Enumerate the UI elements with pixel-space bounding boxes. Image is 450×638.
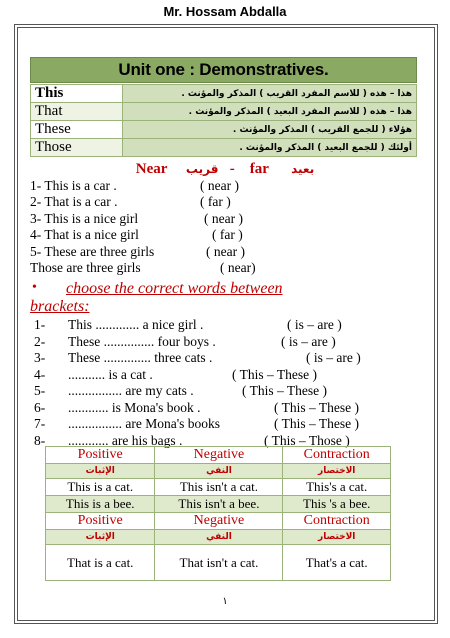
list-item xyxy=(34,400,424,417)
demonstratives-table xyxy=(30,84,417,157)
contraction-cell: This 's a bee. xyxy=(283,496,391,513)
exercise-options: ( is – are ) xyxy=(306,350,361,365)
unit-title: Unit one : Demonstratives. xyxy=(118,60,329,79)
exercise-number: 7- xyxy=(34,416,46,431)
table-row xyxy=(31,139,417,157)
demonstrative-meaning: أولئك ( للجمع البعيد ) المذكر والمؤنث . xyxy=(123,139,417,157)
example-answer: ( far ) xyxy=(200,194,231,210)
exercise-number: 4- xyxy=(34,366,46,382)
page-number: ١ xyxy=(222,596,228,607)
exercise-number: 1- xyxy=(34,317,46,332)
negative-cell: This isn't a cat. xyxy=(155,479,283,496)
example-answer: ( near) xyxy=(220,259,256,275)
positive-cell: This is a cat. xyxy=(46,479,155,496)
table-row xyxy=(31,121,417,139)
far-arabic: بعيد xyxy=(291,162,315,176)
table-row xyxy=(46,545,391,581)
exercise-options: ( is – are ) xyxy=(281,333,336,349)
table-row xyxy=(31,85,417,103)
near-label: Near xyxy=(135,161,168,177)
negative-cell: This isn't a bee. xyxy=(155,496,283,513)
list-item xyxy=(34,317,424,334)
example-answer: ( far ) xyxy=(212,227,243,243)
example-text: Those are three girls xyxy=(30,259,141,275)
contraction-cell: This's a cat. xyxy=(283,479,391,496)
exercise-options: ( This – These ) xyxy=(274,399,359,415)
exercise-sentence: ........... is a cat . xyxy=(68,366,153,382)
exercise-options: ( This – These ) xyxy=(232,366,317,382)
table-header-row xyxy=(46,447,391,464)
list-item xyxy=(34,383,424,400)
exercise-sentence: ............ is Mona's book . xyxy=(68,399,201,415)
header-positive-ar: الإثبات xyxy=(46,464,155,479)
demonstrative-word: That xyxy=(31,103,123,121)
demonstrative-meaning: هذا – هذه ( للاسم المفرد القريب ) المذكر والمؤنث . xyxy=(123,85,417,103)
demonstrative-word: Those xyxy=(31,139,123,157)
example-answer: ( near ) xyxy=(206,243,245,259)
exercise-options: ( This – Those ) xyxy=(264,432,350,448)
example-answer: ( near ) xyxy=(204,210,243,226)
exercise-options: ( This – These ) xyxy=(242,383,327,398)
list-item xyxy=(30,227,420,243)
table-row xyxy=(31,103,417,121)
exercise-number: 2- xyxy=(34,333,46,349)
header-negative-ar: النفي xyxy=(155,464,283,479)
header-negative: Negative xyxy=(155,447,283,464)
unit-title-bar xyxy=(30,57,417,83)
exercise-number: 6- xyxy=(34,399,46,415)
negative-cell: That isn't a cat. xyxy=(155,545,283,581)
header-negative: Negative xyxy=(155,513,283,530)
header-contraction: Contraction xyxy=(283,447,391,464)
list-item xyxy=(30,211,420,227)
positive-cell: That is a cat. xyxy=(46,545,155,581)
example-text: 2- That is a car . xyxy=(30,194,118,210)
exercise-number: 5- xyxy=(34,383,46,398)
list-item xyxy=(30,178,420,194)
contraction-table xyxy=(45,446,391,581)
demonstrative-word: This xyxy=(31,85,123,103)
near-far-heading xyxy=(0,161,450,178)
header-negative-ar: النفي xyxy=(155,530,283,545)
near-arabic: قريب xyxy=(185,162,219,176)
example-text: 3- This is a nice girl xyxy=(30,210,139,226)
exercise-options: ( This – These ) xyxy=(274,416,359,431)
contraction-cell: That's a cat. xyxy=(283,545,391,581)
exercise-sentence: ............ are his bags . xyxy=(68,432,183,448)
list-item xyxy=(34,416,424,433)
example-answer: ( near ) xyxy=(200,178,239,193)
separator-dash: - xyxy=(229,161,235,177)
bullet-icon: • xyxy=(32,280,37,295)
table-header-row-arabic xyxy=(46,464,391,479)
header-contraction: Contraction xyxy=(283,513,391,530)
instruction-line1: choose the correct words between xyxy=(66,280,283,297)
exercise-options: ( is – are ) xyxy=(287,317,342,332)
exercise-sentence: ................ are Mona's books xyxy=(68,416,221,431)
example-text: 5- These are three girls xyxy=(30,243,155,259)
exercise-sentence: These ............... four boys . xyxy=(68,333,216,349)
list-item xyxy=(34,367,424,384)
exercise-sentence: ................ are my cats . xyxy=(68,383,194,398)
demonstrative-word: These xyxy=(31,121,123,139)
table-header-row xyxy=(46,513,391,530)
list-item xyxy=(30,194,420,210)
author-name: Mr. Hossam Abdalla xyxy=(163,4,287,19)
examples-list xyxy=(30,178,420,276)
header-positive-ar: الإثبات xyxy=(46,530,155,545)
demonstrative-meaning: هؤلاء ( للجمع القريب ) المذكر والمؤنث . xyxy=(123,121,417,139)
table-row xyxy=(46,496,391,513)
exercise-sentence: These .............. three cats . xyxy=(68,350,213,365)
header-positive: Positive xyxy=(46,513,155,530)
instruction-line2: brackets: xyxy=(30,298,90,315)
positive-cell: This is a bee. xyxy=(46,496,155,513)
list-item xyxy=(30,260,420,276)
exercise-sentence: This ............. a nice girl . xyxy=(68,317,204,332)
exercise-number: 8- xyxy=(34,432,46,448)
list-item xyxy=(34,334,424,351)
demonstrative-meaning: هذا – هذه ( للاسم المفرد البعيد ) المذكر والمؤنث . xyxy=(123,103,417,121)
header-contraction-ar: الاختصار xyxy=(283,530,391,545)
table-header-row-arabic xyxy=(46,530,391,545)
example-text: 1- This is a car . xyxy=(30,178,117,193)
list-item xyxy=(30,244,420,260)
header-positive: Positive xyxy=(46,447,155,464)
header-contraction-ar: الاختصار xyxy=(283,464,391,479)
exercise-list xyxy=(34,317,424,449)
list-item xyxy=(34,350,424,367)
example-text: 4- That is a nice girl xyxy=(30,227,139,243)
table-row xyxy=(46,479,391,496)
exercise-number: 3- xyxy=(34,350,46,365)
far-label: far xyxy=(249,161,269,177)
